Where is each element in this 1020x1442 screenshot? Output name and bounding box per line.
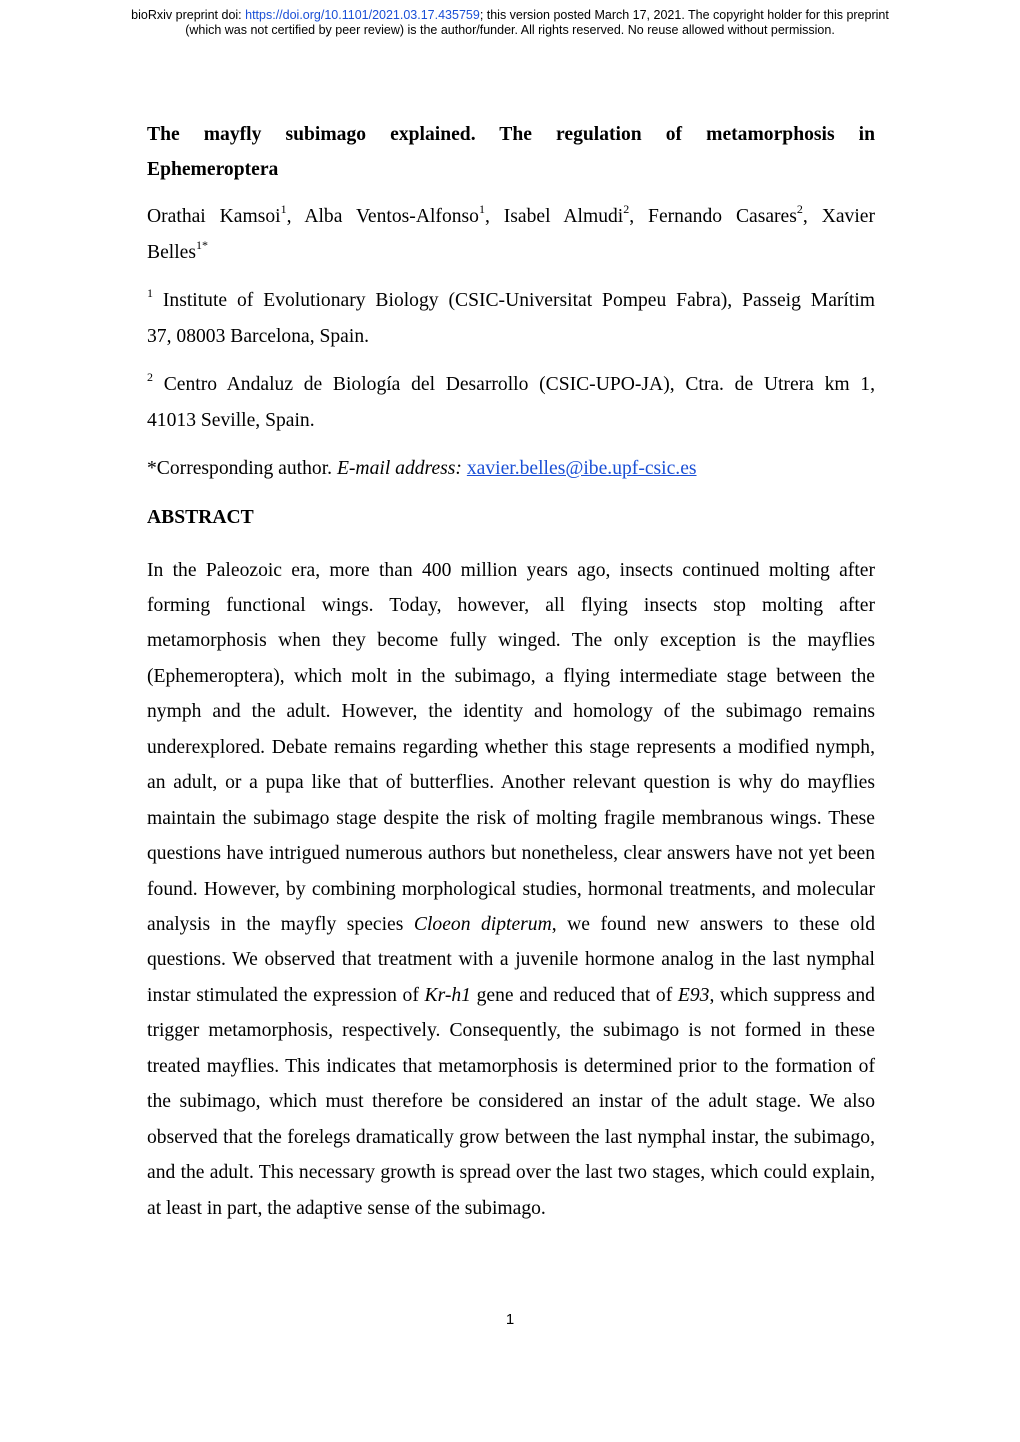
abstract-text: In the Paleozoic era, more than 400 million years ago, insects continued molting after forming functional wings. Today, however, all flying insects stop molting after metamorphosis when they become fully winged. The only exception is the mayflies (Ephemeroptera), which molt in the subimago, a flying intermediate stage between the nymph and the adult. However, the identity and homology of the subimago remains underexplored. Debate remains regarding whether this stage represents a modified nymph, an adult, or a pupa like that of butterflies. Another relevant question is why do mayflies maintain the subimago stage despite the risk of molting fragile membranous wings. These questions have intrigued numerous authors but nonetheless, clear answers have not yet been found. However, by combining morphological studies, hormonal treatments, and molecular analysis in the mayfly species Cloeon dipterum, we found new answers to these old questions. We observed that treatment with a juvenile hormone analog in the last nymphal instar stimulated the expression of Kr-h1 gene and reduced that of E93, which suppress and trigger metamorphosis, respectively. Consequently, the subimago is not formed in these treated mayflies. This indicates that metamorphosis is determined prior to the formation of the subimago, which must therefore be considered an instar of the adult stage. We also observed that the forelegs dramatically grow between the last nymphal instar, the subimago, and the adult. This necessary growth is spread over the last two stages, which could explain, at least in part, the adaptive sense of the subimago. <box>147 559 875 1219</box>
affiliation-mark: 2 <box>147 370 153 385</box>
author-line-2 <box>147 237 208 263</box>
author-affiliation-mark: 2 <box>796 202 803 217</box>
affiliation-1: $^1$ Institute of Evolutionary Biology (CSIC-Universitat Pompeu Fabra), Passeig Marítim 37, 08003 Barcelona, Spain. <box>147 286 875 347</box>
author-name: Orathai Kamsoi <box>147 206 281 227</box>
author-affiliation-mark: 1 <box>280 202 287 217</box>
preprint-header <box>0 8 1020 38</box>
header-line-2: (which was not certified by peer review) is the author/funder. All rights reserved. No reuse allowed without permission. <box>185 23 835 37</box>
title-line-2: Ephemeroptera <box>147 159 279 180</box>
affiliation-2: $^2$ Centro Andaluz de Biología del Desarrollo (CSIC-UPO-JA), Ctra. de Utrera km 1, 41013 Seville, Spain. <box>147 370 875 431</box>
paper-title <box>147 117 875 187</box>
author-name: Fernando Casares <box>648 206 797 227</box>
author-line-1: Orathai Kamsoi$^1$, Alba Ventos-Alfonso$^1$, Isabel Almudi$^2$, Fernando Casares$^2$, Xavier <box>147 202 875 227</box>
author-name: Xavier <box>821 206 875 227</box>
author-affiliation-mark: 1* <box>195 237 208 252</box>
title-line-1: The mayfly subimago explained. The regulation of metamorphosis in <box>147 124 875 145</box>
paper-body <box>147 117 875 1226</box>
corresponding-author: *Corresponding author. E-mail address: xavier.belles@ibe.upf-csic.es <box>147 458 697 479</box>
doi-link[interactable]: https://doi.org/10.1101/2021.03.17.435759 <box>245 8 480 22</box>
author-name: Isabel Almudi <box>503 206 624 227</box>
header-line-1: bioRxiv preprint doi: https://doi.org/10.1101/2021.03.17.435759; this version posted March 17, 2021. The copyright holder for this preprint <box>131 8 889 22</box>
gene-name: Kr-h1 <box>424 984 471 1006</box>
affiliation-mark: 1 <box>147 286 153 301</box>
abstract-heading: ABSTRACT <box>147 506 254 528</box>
author-name: Alba Ventos-Alfonso <box>304 206 479 227</box>
author-name: Belles <box>147 241 196 263</box>
email-link[interactable]: xavier.belles@ibe.upf-csic.es <box>466 458 697 479</box>
species-name: Cloeon dipterum <box>413 914 552 936</box>
author-affiliation-mark: 1 <box>478 202 485 217</box>
author-affiliation-mark: 2 <box>623 202 630 217</box>
gene-name: E93 <box>677 984 710 1006</box>
email-label: E-mail address: <box>336 458 462 479</box>
page-number: 1 <box>505 1311 515 1328</box>
author-list <box>147 199 875 270</box>
